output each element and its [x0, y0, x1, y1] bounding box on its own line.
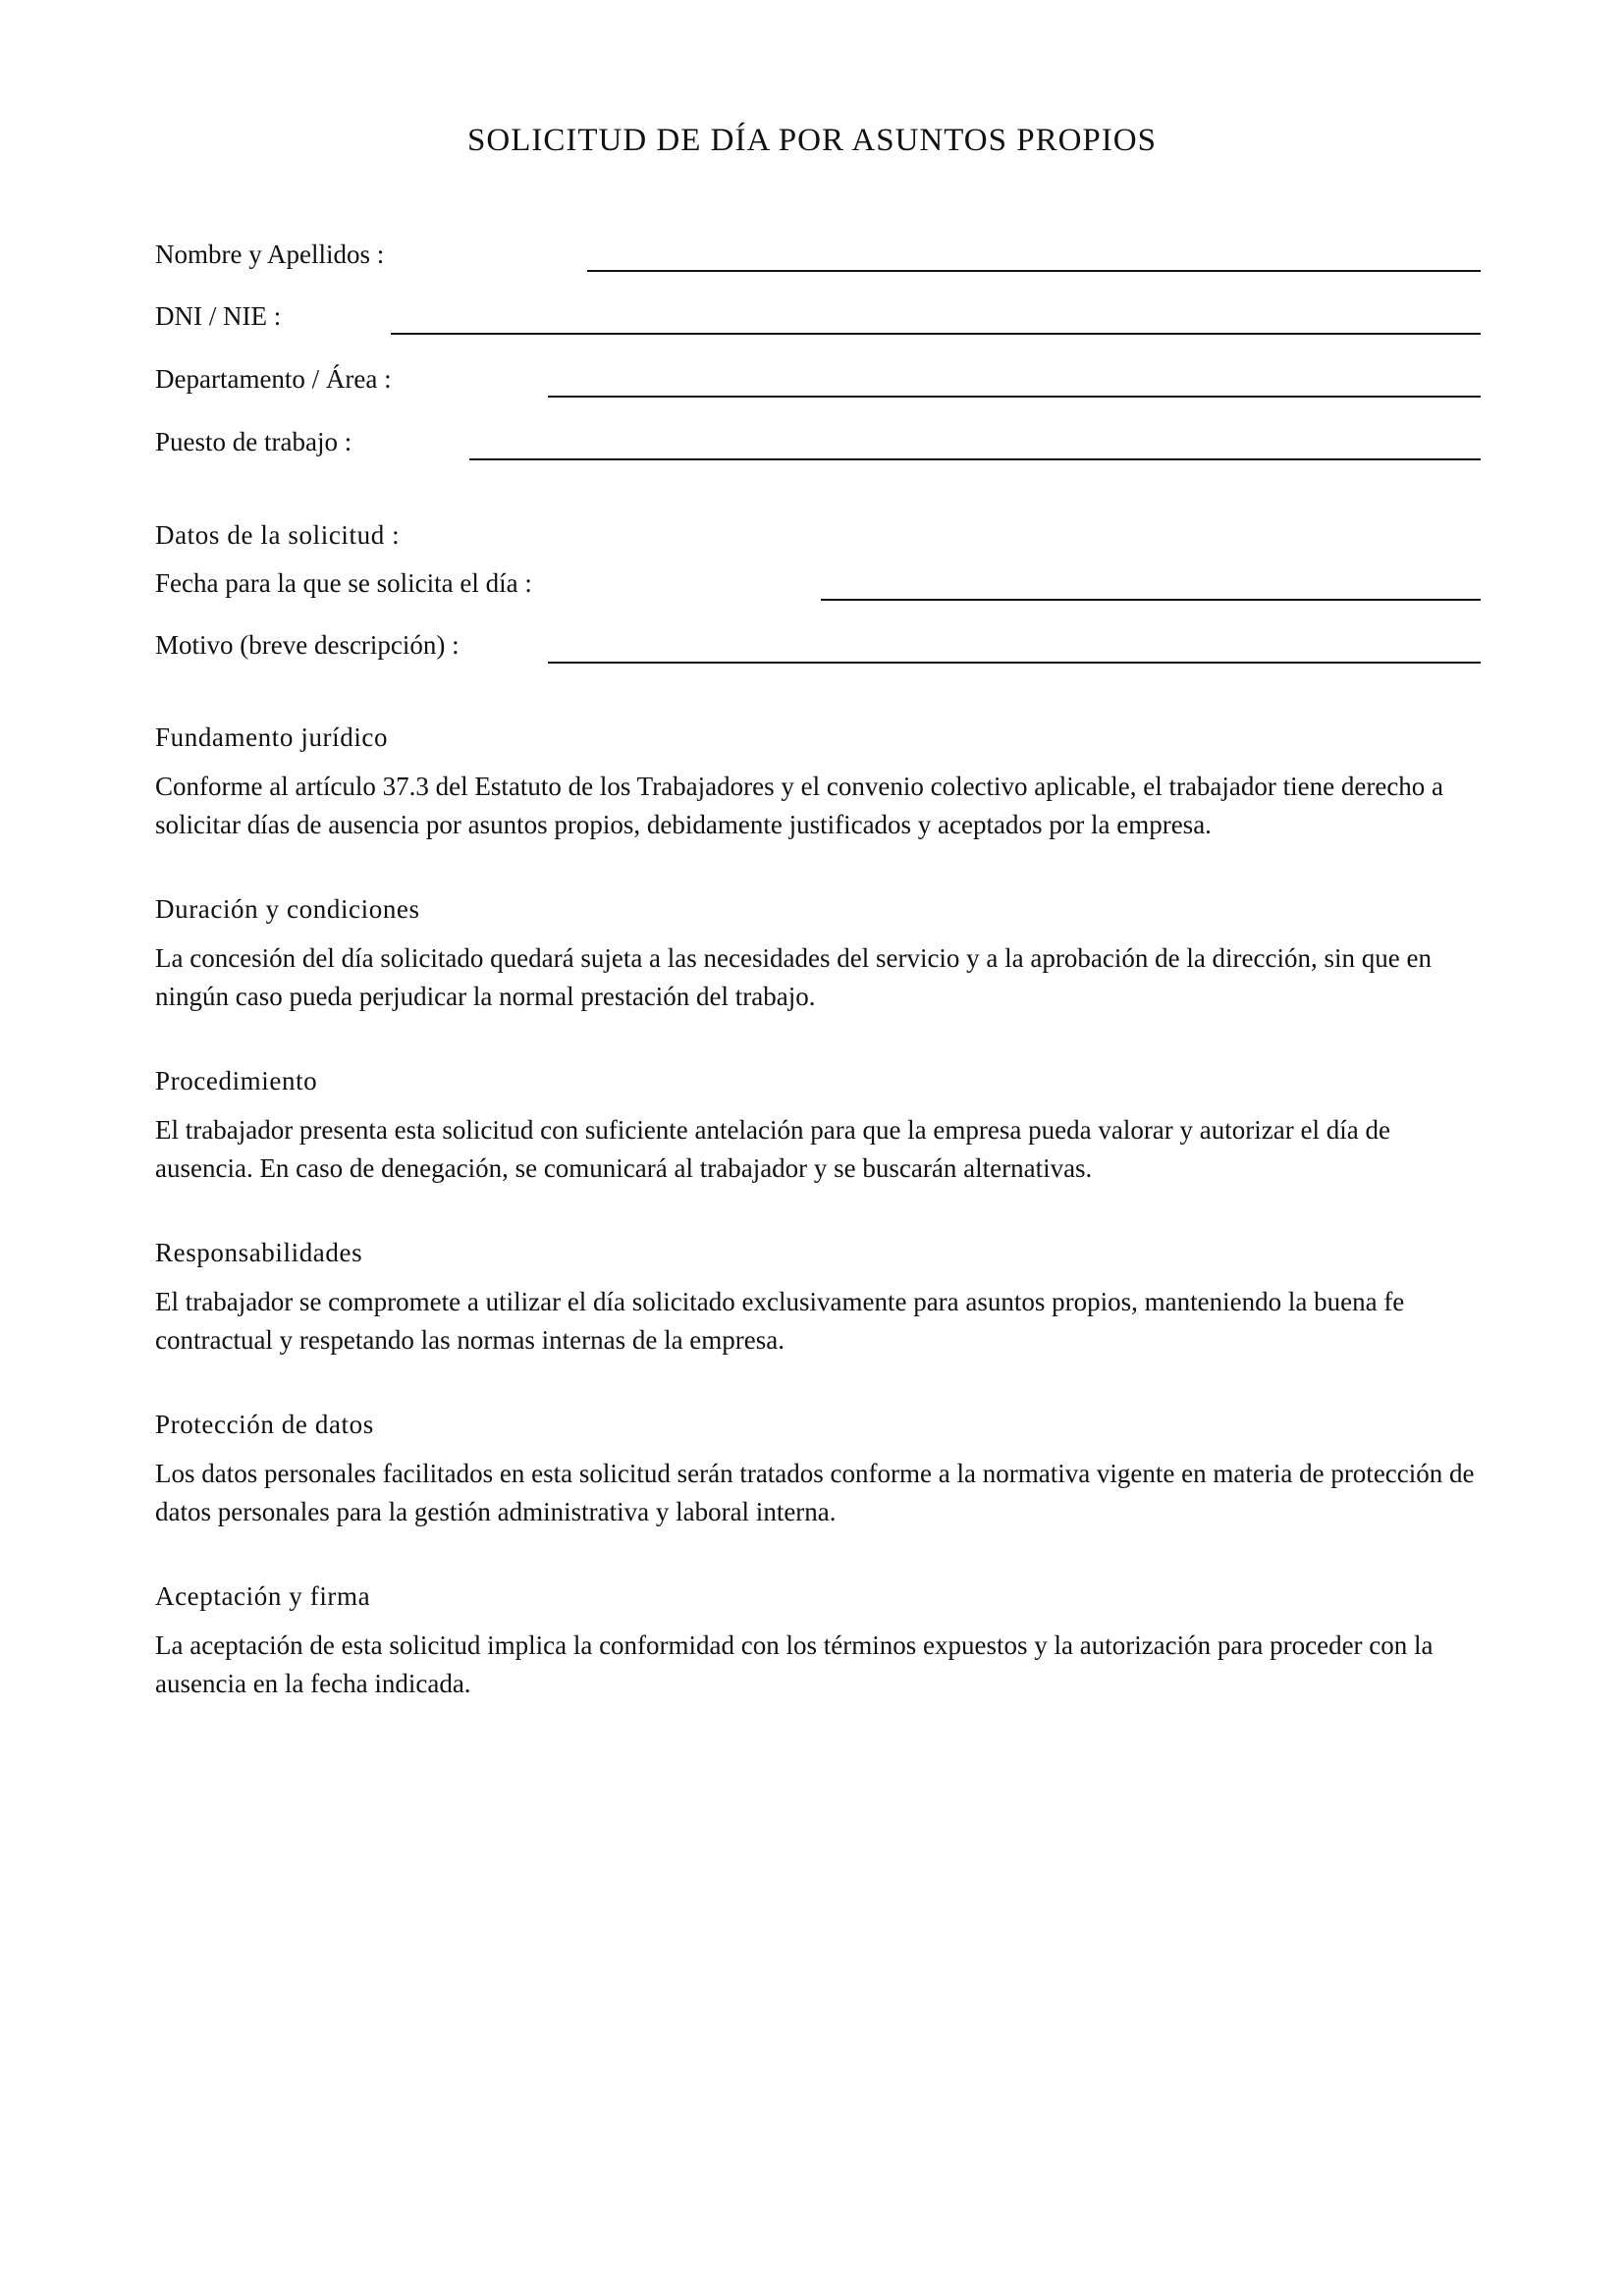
field-label-motivo: Motivo (breve descripción) :	[155, 630, 460, 660]
field-label-fecha: Fecha para la que se solicita el día :	[155, 568, 532, 598]
section-heading-procedimiento: Procedimiento	[155, 1066, 318, 1095]
field-label-puesto: Puesto de trabajo :	[155, 427, 352, 456]
section-text-proteccion-datos: Los datos personales facilitados en esta solicitud serán tratados conforme a la normativa vigente en materia de protección de datos personales para la gestión administrativa y laboral interna.	[155, 1459, 1475, 1526]
field-label-departamento: Departamento / Área :	[155, 364, 392, 394]
section-text-duracion: La concesión del día solicitado quedará sujeta a las necesidades del servicio y a la aprobación de la dirección, sin que en ningún caso pueda perjudicar la normal prestación del trabajo.	[155, 943, 1432, 1011]
field-line-motivo[interactable]	[548, 662, 1481, 664]
section-heading-duracion: Duración y condiciones	[155, 894, 420, 924]
document-title: SOLICITUD DE DÍA POR ASUNTOS PROPIOS	[467, 123, 1157, 158]
field-label-nombre: Nombre y Apellidos :	[155, 240, 385, 269]
section-heading-responsabilidades: Responsabilidades	[155, 1238, 363, 1267]
field-label-dni: DNI / NIE :	[155, 301, 282, 331]
section-heading-proteccion-datos: Protección de datos	[155, 1410, 374, 1439]
field-line-dni[interactable]	[391, 333, 1481, 335]
section-text-responsabilidades: El trabajador se compromete a utilizar el día solicitado exclusivamente para asuntos propios, manteniendo la buena fe contractual y respetando las normas internas de la empresa.	[155, 1287, 1405, 1355]
section-text-fundamento: Conforme al artículo 37.3 del Estatuto de los Trabajadores y el convenio colectivo aplicable, el trabajador tiene derecho a solicitar días de ausencia por asuntos propios, debidamente justificados y aceptados por la empresa.	[155, 772, 1444, 839]
field-line-puesto[interactable]	[469, 458, 1481, 460]
section-heading-fundamento: Fundamento jurídico	[155, 722, 389, 752]
section-text-procedimiento: El trabajador presenta esta solicitud con suficiente antelación para que la empresa pueda valorar y autorizar el día de ausencia. En caso de denegación, se comunicará al trabajador y se buscarán alternativas.	[155, 1115, 1390, 1183]
section-text-aceptacion-firma: La aceptación de esta solicitud implica la conformidad con los términos expuestos y la autorización para proceder con la ausencia en la fecha indicada.	[155, 1630, 1434, 1698]
request-data-heading: Datos de la solicitud :	[155, 520, 401, 550]
field-line-departamento[interactable]	[548, 396, 1481, 398]
field-line-fecha[interactable]	[821, 599, 1481, 601]
field-line-nombre[interactable]	[587, 270, 1481, 272]
section-heading-aceptacion-firma: Aceptación y firma	[155, 1581, 371, 1611]
